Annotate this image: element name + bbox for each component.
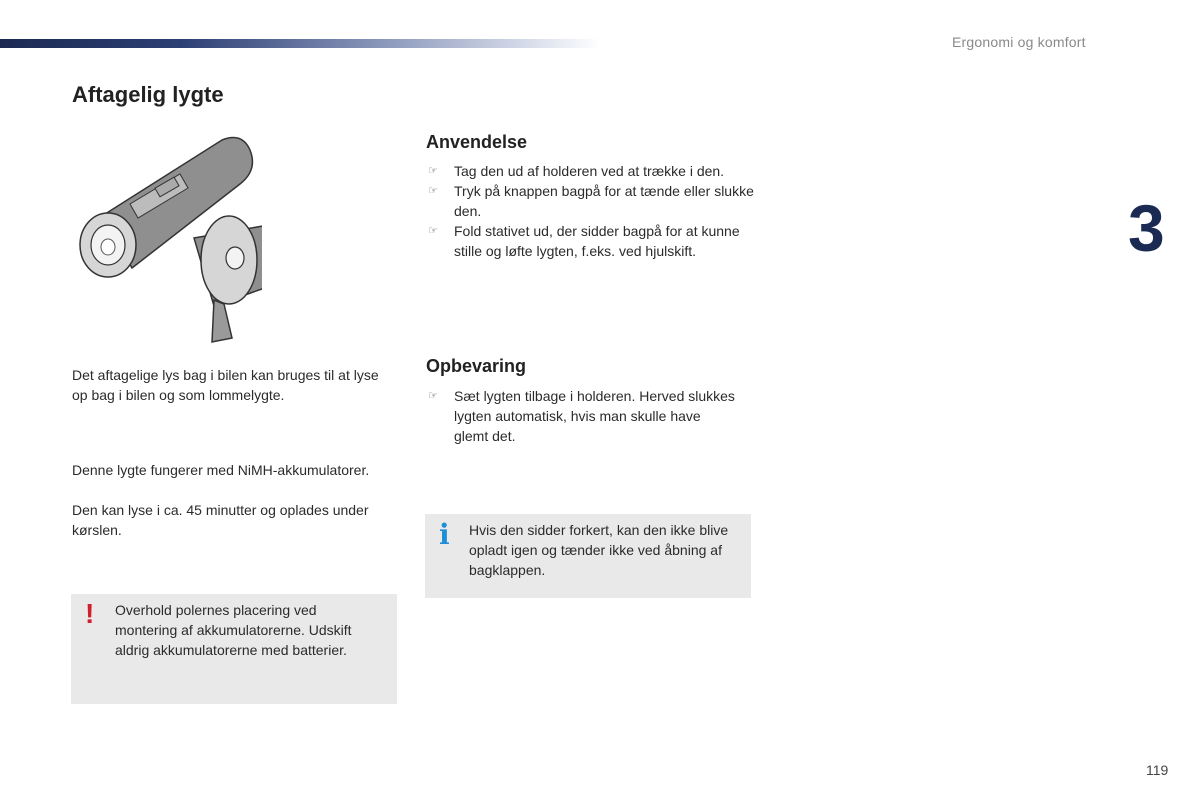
intro-text: Det aftagelige lys bag i bilen kan bruges til at lyse op bag i bilen og som lommelygte. — [72, 367, 379, 403]
storage-item-text: Sæt lygten tilbage i holderen. Herved slukkes lygten automatisk, hvis man skulle have glemt det. — [454, 388, 735, 444]
list-item — [426, 386, 736, 446]
info-icon: i — [439, 518, 450, 551]
page-number: 119 — [1146, 762, 1169, 778]
usage-title: Anvendelse — [426, 132, 528, 152]
list-item — [426, 161, 756, 181]
usage-item-text: Tag den ud af holderen ved at trække i den. — [454, 163, 725, 179]
warning-text: Overhold polernes placering ved montering af akkumulatorerne. Udskift aldrig akkumulatorerne med batterier. — [115, 602, 352, 658]
pointing-hand-icon: ☞ — [428, 165, 438, 177]
header-gradient-bar — [0, 39, 600, 48]
storage-list — [426, 386, 736, 446]
warning-box — [71, 594, 397, 704]
pointing-hand-icon: ☞ — [428, 225, 438, 237]
usage-item-text: Tryk på knappen bagpå for at tænde eller slukke den. — [454, 183, 754, 219]
pointing-hand-icon: ☞ — [428, 185, 438, 197]
usage-item-text: Fold stativet ud, der sidder bagpå for at kunne stille og løfte lygten, f.eks. ved hjulskift. — [454, 223, 740, 259]
lamp-illustration — [72, 128, 262, 348]
battery-type-text: Denne lygte fungerer med NiMH-akkumulatorer. — [72, 462, 370, 478]
chapter-name: Ergonomi og komfort — [952, 34, 1086, 50]
usage-list — [426, 161, 756, 261]
chapter-number: 3 — [1128, 191, 1165, 265]
warning-exclamation-icon: ! — [85, 598, 95, 629]
pointing-hand-icon: ☞ — [428, 390, 438, 402]
storage-title: Opbevaring — [426, 356, 527, 376]
page-title: Aftagelig lygte — [72, 82, 224, 107]
info-text: Hvis den sidder forkert, kan den ikke blive opladt igen og tænder ikke ved åbning af bagklappen. — [469, 522, 729, 578]
charging-text: Den kan lyse i ca. 45 minutter og oplades under kørslen. — [72, 502, 369, 538]
list-item — [426, 221, 756, 261]
list-item — [426, 181, 756, 221]
info-box — [425, 514, 751, 598]
